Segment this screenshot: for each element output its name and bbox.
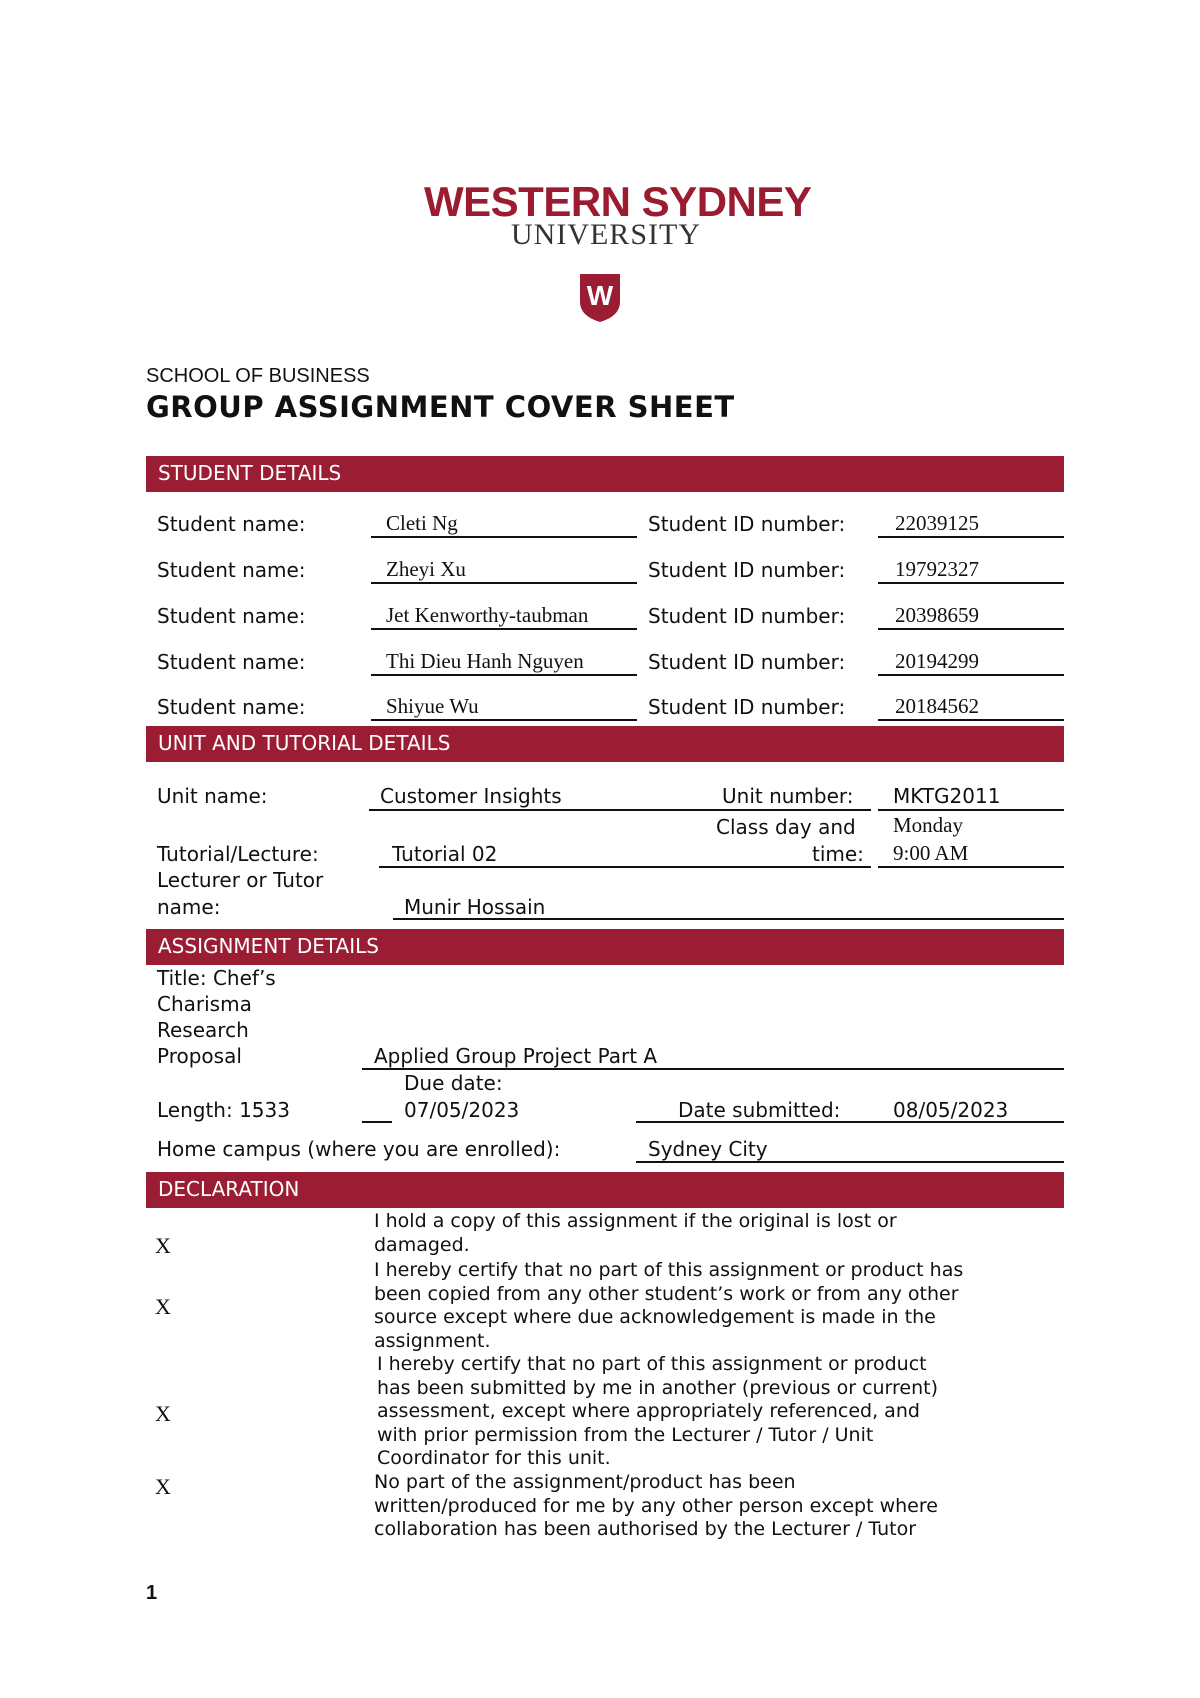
student-id-label: Student ID number: <box>648 695 846 719</box>
assignment-length: Length: 1533 <box>157 1098 290 1122</box>
university-logo-subtitle: UNIVERSITY <box>511 218 701 251</box>
underline <box>371 536 637 538</box>
underline <box>878 536 1064 538</box>
assignment-title-label: Proposal <box>157 1044 242 1068</box>
section-heading: STUDENT DETAILS <box>158 461 342 485</box>
underline <box>878 719 1064 721</box>
section-heading: UNIT AND TUTORIAL DETAILS <box>158 731 451 755</box>
declaration-text: assignment. <box>374 1329 491 1352</box>
student-name-value: Zheyi Xu <box>386 557 466 581</box>
lecturer-value: Munir Hossain <box>404 895 546 919</box>
underline <box>878 674 1064 676</box>
student-id-value: 20184562 <box>895 694 979 718</box>
student-id-label: Student ID number: <box>648 512 846 536</box>
unit-number-value: MKTG2011 <box>893 784 1001 808</box>
student-id-label: Student ID number: <box>648 650 846 674</box>
checkbox-mark: X <box>155 1401 171 1426</box>
underline <box>379 866 871 868</box>
class-time-label: time: <box>812 842 864 866</box>
underline <box>878 628 1064 630</box>
student-name-label: Student name: <box>157 604 306 628</box>
student-name-label: Student name: <box>157 512 306 536</box>
checkbox-mark: X <box>155 1294 171 1319</box>
declaration-text: with prior permission from the Lecturer / Tutor / Unit <box>377 1423 874 1446</box>
declaration-text: been copied from any other student’s work or from any other <box>374 1282 959 1305</box>
date-submitted-value: 08/05/2023 <box>893 1098 1009 1122</box>
declaration-text: has been submitted by me in another (previous or current) <box>377 1376 939 1399</box>
school-name: SCHOOL OF BUSINESS <box>146 365 370 387</box>
student-id-value: 20194299 <box>895 649 979 673</box>
student-name-label: Student name: <box>157 558 306 582</box>
student-id-label: Student ID number: <box>648 604 846 628</box>
underline <box>362 1068 1064 1070</box>
underline <box>371 674 637 676</box>
section-heading: ASSIGNMENT DETAILS <box>158 934 379 958</box>
declaration-text: No part of the assignment/product has been <box>374 1471 796 1493</box>
section-header-unit-details <box>146 726 1064 762</box>
section-header-declaration <box>146 1172 1064 1208</box>
date-submitted-label: Date submitted: <box>678 1098 841 1122</box>
underline <box>369 809 871 811</box>
student-name-label: Student name: <box>157 695 306 719</box>
class-day-value: Monday <box>893 813 963 837</box>
student-name-value: Shiyue Wu <box>386 694 479 718</box>
student-id-value: 22039125 <box>895 511 979 535</box>
due-date-value: 07/05/2023 <box>404 1098 520 1122</box>
underline <box>878 866 1064 868</box>
underline <box>371 628 637 630</box>
section-heading: DECLARATION <box>158 1177 300 1201</box>
page-title: GROUP ASSIGNMENT COVER SHEET <box>146 390 735 424</box>
class-time-value: 9:00 AM <box>893 841 969 865</box>
underline <box>636 1121 1064 1123</box>
tutorial-label: Tutorial/Lecture: <box>157 842 319 866</box>
page-number: 1 <box>146 1582 158 1604</box>
student-name-label: Student name: <box>157 650 306 674</box>
unit-name-label: Unit name: <box>157 784 268 808</box>
underline <box>636 1161 1064 1163</box>
declaration-text: assessment, except where appropriately referenced, and <box>377 1400 920 1422</box>
tutorial-value: Tutorial 02 <box>392 842 498 866</box>
section-header-assignment-details <box>146 929 1064 965</box>
lecturer-label-line2: name: <box>157 895 221 919</box>
checkbox-mark: X <box>155 1474 171 1499</box>
student-name-value: Thi Dieu Hanh Nguyen <box>386 649 584 673</box>
declaration-text: written/produced for me by any other person except where <box>374 1494 938 1517</box>
shield-logo-letter: W <box>586 280 614 311</box>
declaration-text: collaboration has been authorised by the Lecturer / Tutor <box>374 1518 917 1540</box>
home-campus-value: Sydney City <box>648 1137 768 1161</box>
underline <box>878 809 1064 811</box>
class-day-label: Class day and <box>716 815 856 839</box>
declaration-text: damaged. <box>374 1233 470 1256</box>
student-id-value: 19792327 <box>895 557 979 581</box>
lecturer-label-line1: Lecturer or Tutor <box>157 868 324 892</box>
assignment-title-value: Applied Group Project Part A <box>374 1044 658 1068</box>
section-header-student-details <box>146 456 1064 492</box>
declaration-text: Coordinator for this unit. <box>377 1447 611 1469</box>
unit-name-value: Customer Insights <box>380 784 562 808</box>
student-name-value: Cleti Ng <box>386 511 458 535</box>
due-date-label: Due date: <box>404 1071 503 1095</box>
underline <box>393 918 1064 920</box>
underline <box>878 582 1064 584</box>
student-id-value: 20398659 <box>895 603 979 627</box>
declaration-text: I hereby certify that no part of this assignment or product <box>377 1353 927 1375</box>
assignment-title-label: Research <box>157 1018 249 1042</box>
underline <box>371 719 637 721</box>
student-name-value: Jet Kenworthy-taubman <box>386 603 589 627</box>
unit-number-label: Unit number: <box>722 784 854 808</box>
underline <box>362 1121 392 1123</box>
assignment-title-label: Title: Chef’s <box>157 966 276 990</box>
shield-logo-icon <box>578 272 622 324</box>
declaration-text: I hereby certify that no part of this assignment or product has <box>374 1259 964 1281</box>
declaration-text: source except where due acknowledgement is made in the <box>374 1306 936 1328</box>
university-logo-wordmark: WESTERN SYDNEY <box>424 178 812 225</box>
home-campus-label: Home campus (where you are enrolled): <box>157 1137 561 1161</box>
assignment-title-label: Charisma <box>157 992 252 1016</box>
declaration-text: I hold a copy of this assignment if the original is lost or <box>374 1210 897 1232</box>
underline <box>371 582 637 584</box>
student-id-label: Student ID number: <box>648 558 846 582</box>
checkbox-mark: X <box>155 1233 171 1258</box>
